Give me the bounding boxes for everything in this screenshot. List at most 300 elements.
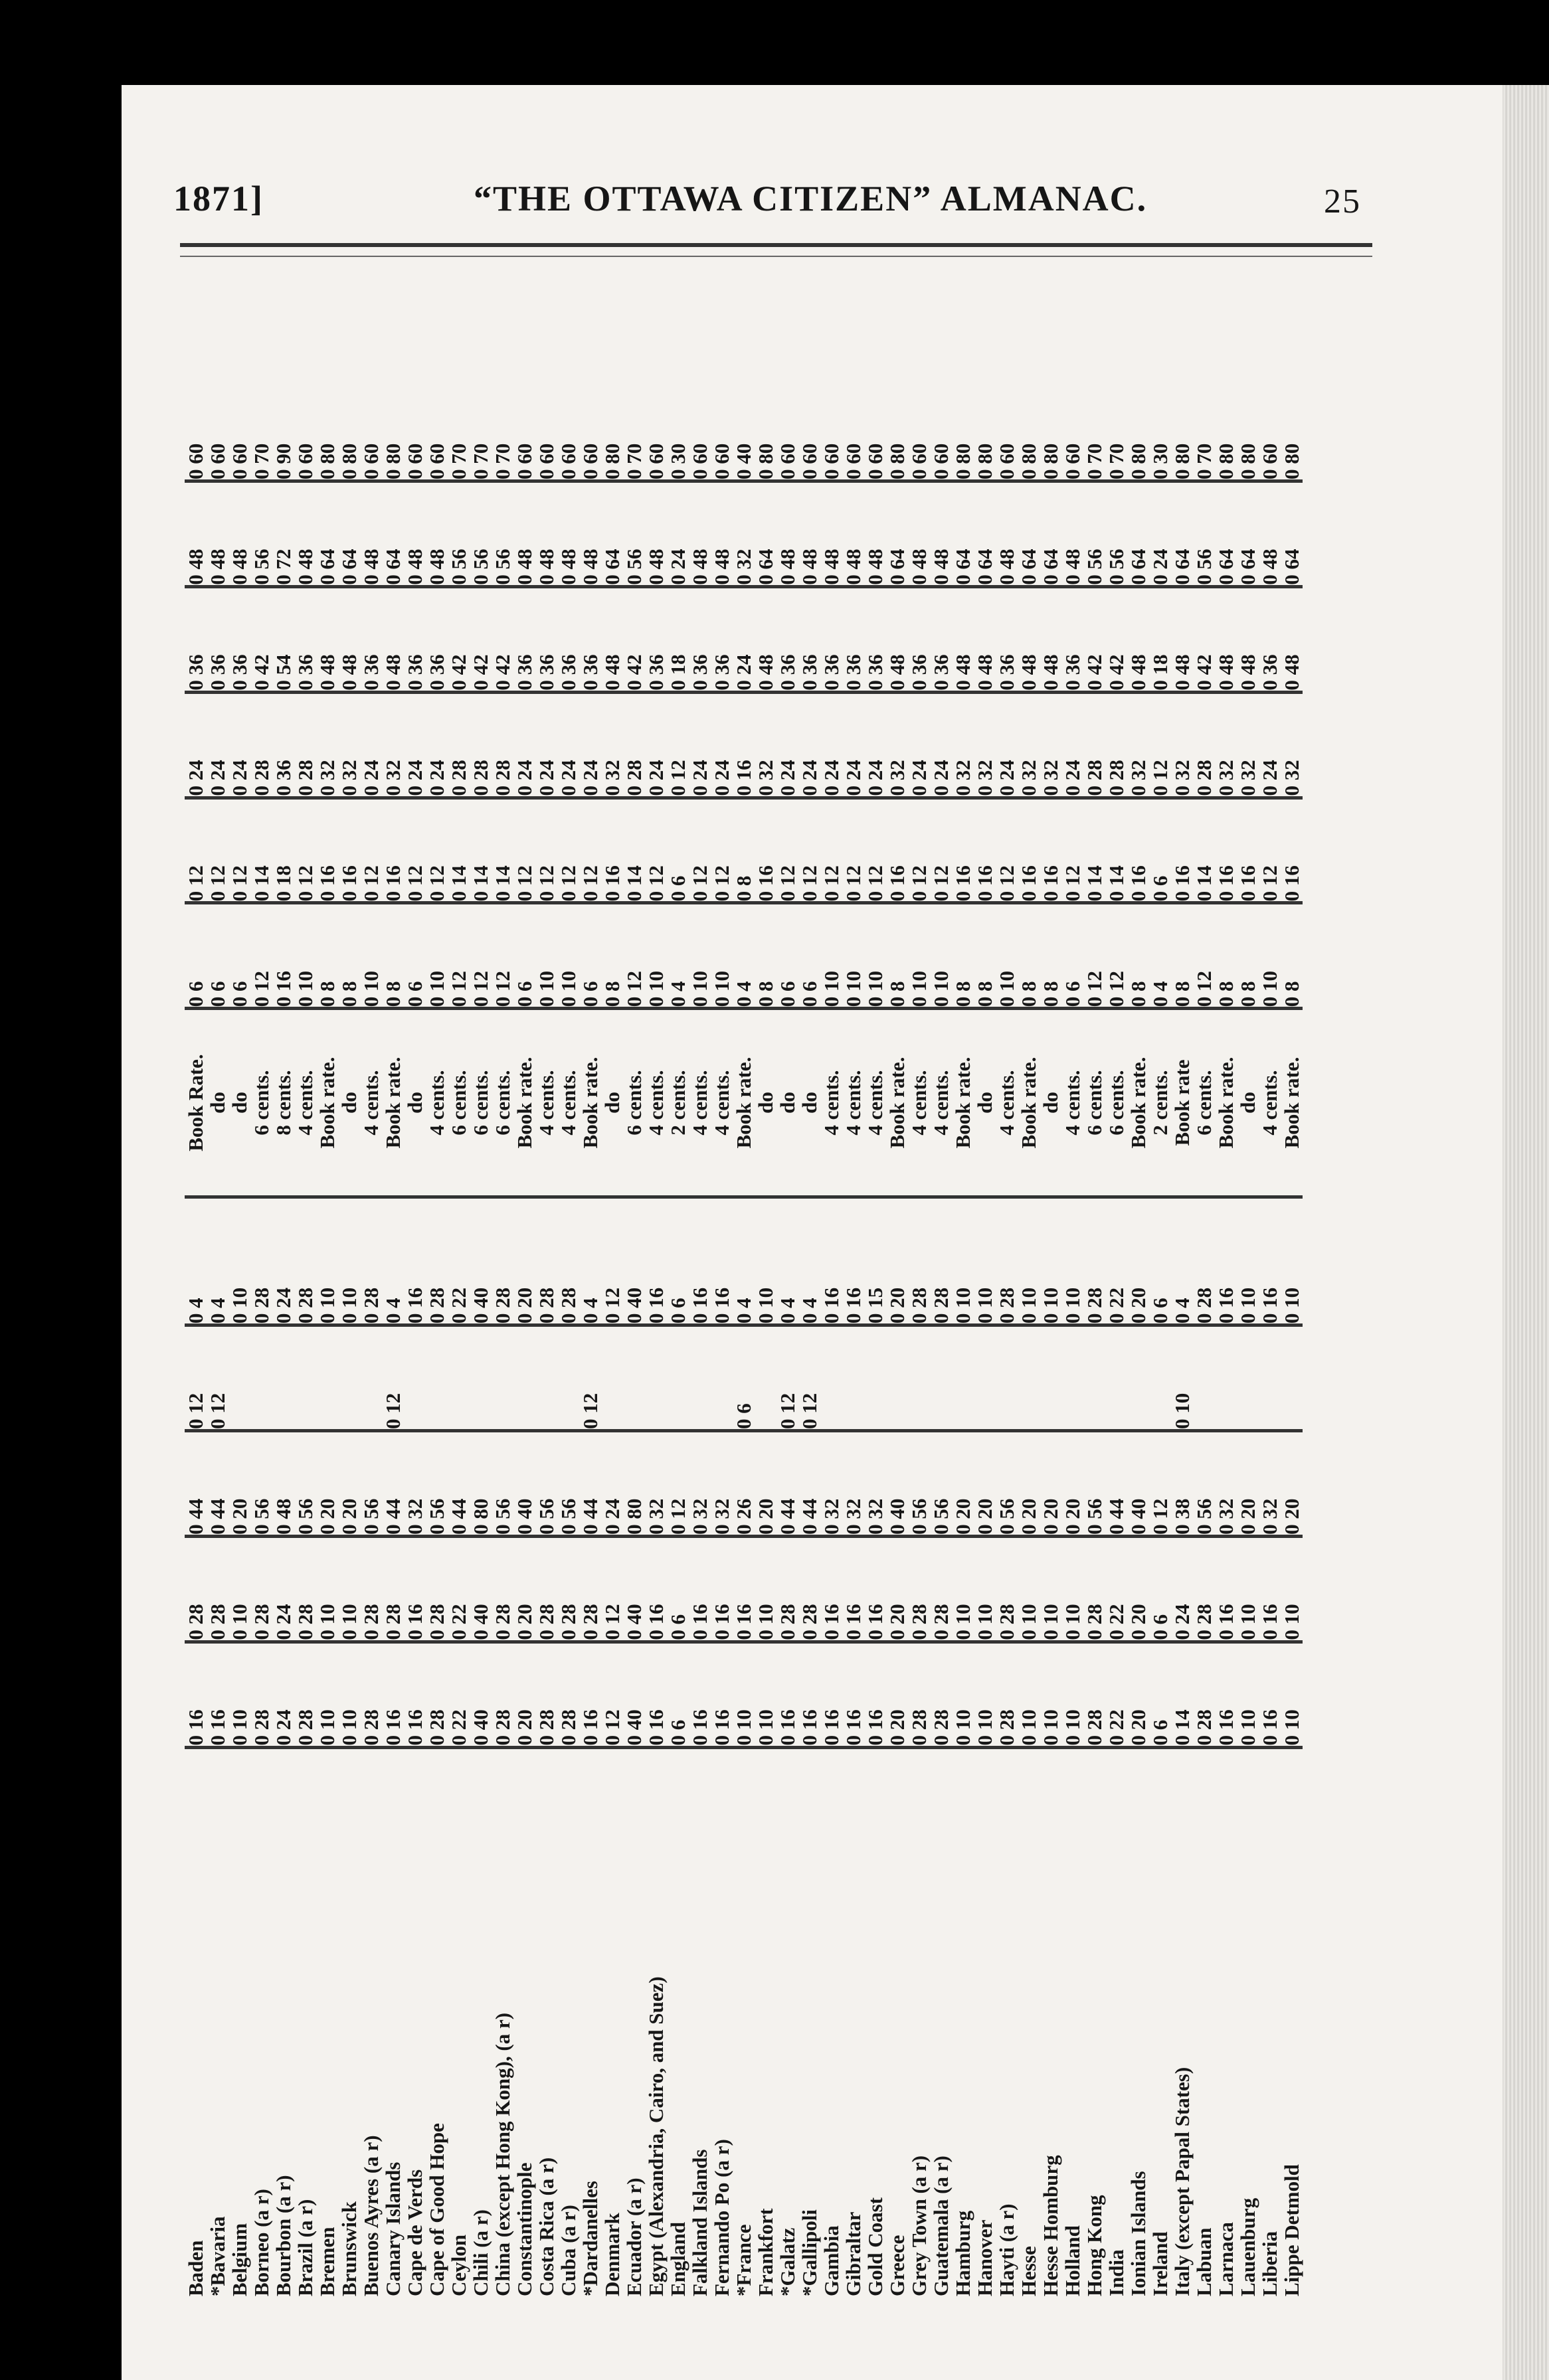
rate-cell: 0 28 bbox=[250, 692, 272, 798]
rate-cell: 0 60 bbox=[842, 377, 864, 481]
book-rate-cell: do bbox=[755, 1009, 776, 1197]
book-rate-cell: 4 cents. bbox=[842, 1009, 864, 1197]
rate-cell: 0 56 bbox=[448, 481, 470, 586]
country-name: Frankfort bbox=[754, 2208, 777, 2296]
rate-cell: 0 80 bbox=[1215, 377, 1237, 481]
rate-cell: 0 10 bbox=[820, 903, 842, 1009]
rate-cell: 0 36 bbox=[776, 586, 798, 692]
rate-cell: 0 16 bbox=[382, 798, 404, 903]
rate-cell: 0 16 bbox=[1018, 798, 1040, 903]
rate-cell: 0 6 bbox=[1149, 1197, 1171, 1325]
rate-cell: 0 28 bbox=[294, 692, 316, 798]
rate-cell: 0 36 bbox=[557, 586, 579, 692]
rate-cell: 0 60 bbox=[185, 377, 207, 481]
rate-cell: 0 80 bbox=[952, 377, 974, 481]
rate-cell: 0 28 bbox=[996, 1197, 1018, 1325]
rate-cell: 0 32 bbox=[755, 692, 776, 798]
rate-cell: 0 16 bbox=[1259, 1642, 1281, 1747]
rate-cell: 0 36 bbox=[272, 692, 294, 798]
table-row bbox=[689, 377, 711, 2296]
country-name: Brunswick bbox=[337, 2201, 361, 2296]
rate-cell: 0 10 bbox=[535, 903, 557, 1009]
rate-cell: 0 12 bbox=[1149, 1430, 1171, 1536]
table-row bbox=[513, 377, 535, 2296]
rate-cell: 0 28 bbox=[185, 1536, 207, 1642]
table-row bbox=[338, 377, 360, 2296]
rate-cell: 0 48 bbox=[908, 481, 930, 586]
rate-cell: 0 16 bbox=[272, 903, 294, 1009]
rate-cell bbox=[338, 1325, 360, 1431]
rate-cell: 0 36 bbox=[513, 586, 535, 692]
table-row bbox=[382, 377, 404, 2296]
rate-cell: 0 60 bbox=[798, 377, 820, 481]
rate-cell: 0 40 bbox=[733, 377, 755, 481]
rate-cell: 0 36 bbox=[711, 586, 733, 692]
country-name: Hanover bbox=[973, 2219, 996, 2296]
rate-cell: 0 26 bbox=[733, 1430, 755, 1536]
table-row bbox=[667, 377, 689, 2296]
rate-cell bbox=[1105, 1325, 1127, 1431]
book-rate-cell: Book Rate. bbox=[185, 1009, 207, 1197]
rate-cell: 0 56 bbox=[1083, 481, 1105, 586]
rate-cell bbox=[1061, 1325, 1083, 1431]
rate-cell: 0 16 bbox=[842, 1197, 864, 1325]
rate-cell: 0 10 bbox=[1061, 1642, 1083, 1747]
book-rate-cell: Book rate. bbox=[316, 1009, 338, 1197]
rate-cell bbox=[1083, 1325, 1105, 1431]
rate-cell: 0 28 bbox=[1193, 1197, 1215, 1325]
rate-cell: 0 22 bbox=[448, 1197, 470, 1325]
rate-cell: 0 16 bbox=[689, 1197, 711, 1325]
rate-cell: 0 40 bbox=[1127, 1430, 1149, 1536]
rate-cell: 0 16 bbox=[1259, 1536, 1281, 1642]
rate-cell: 0 70 bbox=[1193, 377, 1215, 481]
book-rate-cell: 4 cents. bbox=[930, 1009, 952, 1197]
table-row bbox=[1259, 377, 1281, 2296]
rate-cell: 0 24 bbox=[272, 1536, 294, 1642]
rate-cell: 0 36 bbox=[645, 586, 667, 692]
table-row bbox=[535, 377, 557, 2296]
rate-cell: 0 12 bbox=[996, 798, 1018, 903]
rate-cell: 0 60 bbox=[557, 377, 579, 481]
rate-cell: 0 8 bbox=[1215, 903, 1237, 1009]
rate-cell: 0 4 bbox=[733, 903, 755, 1009]
rate-cell: 0 14 bbox=[1193, 798, 1215, 903]
rate-cell: 0 64 bbox=[1127, 481, 1149, 586]
rate-cell: 0 6 bbox=[513, 903, 535, 1009]
rate-cell: 0 56 bbox=[930, 1430, 952, 1536]
rate-cell bbox=[1127, 1325, 1149, 1431]
book-rate-cell: 6 cents. bbox=[1105, 1009, 1127, 1197]
country-name: Hesse Homburg bbox=[1039, 2155, 1062, 2296]
rate-cell: 0 12 bbox=[842, 798, 864, 903]
rate-cell: 0 28 bbox=[426, 1197, 448, 1325]
rate-cell: 0 12 bbox=[492, 903, 513, 1009]
rate-cell bbox=[272, 1325, 294, 1431]
rate-cell: 0 10 bbox=[864, 903, 886, 1009]
table-row bbox=[711, 377, 733, 2296]
rate-cell: 0 6 bbox=[667, 1197, 689, 1325]
rate-cell: 0 36 bbox=[294, 586, 316, 692]
rate-cell: 0 56 bbox=[996, 1430, 1018, 1536]
rate-cell: 0 20 bbox=[952, 1430, 974, 1536]
rate-cell: 0 70 bbox=[623, 377, 645, 481]
table-row bbox=[557, 377, 579, 2296]
country-name: Costa Rica (a r) bbox=[535, 2157, 558, 2296]
country-name: *Bavaria bbox=[206, 2216, 229, 2296]
rate-cell: 0 12 bbox=[601, 1642, 623, 1747]
rate-cell: 0 12 bbox=[1149, 692, 1171, 798]
rate-cell bbox=[711, 1325, 733, 1431]
rate-cell: 0 48 bbox=[1061, 481, 1083, 586]
rate-cell: 0 28 bbox=[1083, 1536, 1105, 1642]
rate-cell: 0 36 bbox=[930, 586, 952, 692]
rate-cell: 0 40 bbox=[470, 1536, 492, 1642]
rate-cell: 0 20 bbox=[513, 1197, 535, 1325]
table-row bbox=[798, 377, 820, 2296]
rate-cell: 0 12 bbox=[1259, 798, 1281, 903]
rate-cell: 0 80 bbox=[886, 377, 908, 481]
rate-cell: 0 24 bbox=[733, 586, 755, 692]
rate-cell: 0 15 bbox=[864, 1197, 886, 1325]
rate-cell: 0 28 bbox=[360, 1536, 382, 1642]
rate-cell: 0 48 bbox=[645, 481, 667, 586]
rate-cell bbox=[689, 1325, 711, 1431]
rate-cell: 0 32 bbox=[404, 1430, 426, 1536]
country-name: Hong Kong bbox=[1083, 2195, 1106, 2296]
book-rate-cell: do bbox=[207, 1009, 228, 1197]
rate-cell: 0 24 bbox=[228, 692, 250, 798]
rate-cell: 0 42 bbox=[250, 586, 272, 692]
rate-cell: 0 10 bbox=[1040, 1536, 1061, 1642]
rate-cell: 0 42 bbox=[623, 586, 645, 692]
rate-cell: 0 10 bbox=[842, 903, 864, 1009]
rate-cell: 0 48 bbox=[864, 481, 886, 586]
table-row bbox=[908, 377, 930, 2296]
rate-cell: 0 56 bbox=[492, 1430, 513, 1536]
country-name: *Gallipoli bbox=[798, 2209, 821, 2296]
rate-cell: 0 60 bbox=[294, 377, 316, 481]
rate-cell: 0 32 bbox=[1259, 1430, 1281, 1536]
rate-cell: 0 56 bbox=[1083, 1430, 1105, 1536]
rate-cell: 0 48 bbox=[1281, 586, 1303, 692]
rate-cell: 0 10 bbox=[1061, 1536, 1083, 1642]
rate-cell: 0 12 bbox=[1061, 798, 1083, 903]
rate-cell: 0 6 bbox=[404, 903, 426, 1009]
rate-cell: 0 36 bbox=[1061, 586, 1083, 692]
rate-cell: 0 32 bbox=[1018, 692, 1040, 798]
rate-cell: 0 4 bbox=[382, 1197, 404, 1325]
rate-cell: 0 4 bbox=[1149, 903, 1171, 1009]
rate-cell: 0 18 bbox=[1149, 586, 1171, 692]
rate-cell: 0 12 bbox=[798, 798, 820, 903]
rate-cell: 0 6 bbox=[1149, 798, 1171, 903]
book-rate-cell: Book rate. bbox=[733, 1009, 755, 1197]
book-rate-cell: 4 cents. bbox=[535, 1009, 557, 1197]
country-name: Larnaca bbox=[1214, 2222, 1237, 2296]
rate-cell: 0 80 bbox=[338, 377, 360, 481]
country-name: Chili (a r) bbox=[469, 2209, 492, 2296]
rate-cell: 0 80 bbox=[755, 377, 776, 481]
rate-cell: 0 10 bbox=[908, 903, 930, 1009]
rate-cell: 0 20 bbox=[1127, 1536, 1149, 1642]
rate-cell: 0 10 bbox=[1237, 1536, 1259, 1642]
rate-cell: 0 36 bbox=[820, 586, 842, 692]
table-row bbox=[1281, 377, 1303, 2296]
rate-cell: 0 18 bbox=[272, 798, 294, 903]
rate-cell: 0 48 bbox=[930, 481, 952, 586]
rate-cell: 0 8 bbox=[952, 903, 974, 1009]
running-header bbox=[122, 85, 1523, 337]
country-name: India bbox=[1105, 2249, 1128, 2296]
rate-cell: 0 40 bbox=[513, 1430, 535, 1536]
country-name: Borneo (a r) bbox=[250, 2189, 273, 2296]
country-name: Gold Coast bbox=[864, 2197, 887, 2296]
rate-cell: 0 6 bbox=[228, 903, 250, 1009]
rate-cell: 0 28 bbox=[579, 1536, 601, 1642]
rate-cell: 0 60 bbox=[426, 377, 448, 481]
rate-cell: 0 16 bbox=[1259, 1197, 1281, 1325]
rate-cell: 0 28 bbox=[1083, 1197, 1105, 1325]
rate-cell: 0 28 bbox=[1105, 692, 1127, 798]
book-rate-cell: 4 cents. bbox=[360, 1009, 382, 1197]
book-rate-cell: 6 cents. bbox=[623, 1009, 645, 1197]
rate-cell bbox=[1018, 1325, 1040, 1431]
rate-cell bbox=[470, 1325, 492, 1431]
rate-cell: 0 32 bbox=[1215, 692, 1237, 798]
rate-cell: 0 60 bbox=[776, 377, 798, 481]
rate-cell: 0 6 bbox=[667, 1642, 689, 1747]
rate-cell: 0 28 bbox=[1083, 692, 1105, 798]
rate-cell: 0 48 bbox=[513, 481, 535, 586]
rate-cell: 0 28 bbox=[426, 1642, 448, 1747]
rate-cell: 0 10 bbox=[1281, 1642, 1303, 1747]
rate-cell: 0 70 bbox=[1105, 377, 1127, 481]
rate-cell: 0 12 bbox=[250, 903, 272, 1009]
rate-cell bbox=[1259, 1325, 1281, 1431]
rate-cell: 0 16 bbox=[601, 798, 623, 903]
rate-cell: 0 42 bbox=[1083, 586, 1105, 692]
book-rate-cell: do bbox=[1237, 1009, 1259, 1197]
rate-cell: 0 80 bbox=[316, 377, 338, 481]
rate-cell: 0 16 bbox=[733, 692, 755, 798]
book-rate-cell: 2 cents. bbox=[667, 1009, 689, 1197]
table-row bbox=[1040, 377, 1061, 2296]
rate-cell: 0 4 bbox=[185, 1197, 207, 1325]
country-name: *Galatz bbox=[776, 2227, 799, 2296]
rate-cell: 0 12 bbox=[557, 798, 579, 903]
table-row bbox=[864, 377, 886, 2296]
table-row bbox=[579, 377, 601, 2296]
rate-cell: 0 24 bbox=[601, 1430, 623, 1536]
rate-cell: 0 30 bbox=[1149, 377, 1171, 481]
rate-cell: 0 10 bbox=[952, 1642, 974, 1747]
rate-cell: 0 48 bbox=[535, 481, 557, 586]
rate-cell: 0 28 bbox=[996, 1536, 1018, 1642]
rate-cell: 0 20 bbox=[1040, 1430, 1061, 1536]
rate-cell: 0 60 bbox=[1259, 377, 1281, 481]
table-row bbox=[886, 377, 908, 2296]
rate-cell: 0 64 bbox=[1040, 481, 1061, 586]
rate-cell: 0 12 bbox=[623, 903, 645, 1009]
rate-cell: 0 42 bbox=[1105, 586, 1127, 692]
rate-cell: 0 24 bbox=[185, 692, 207, 798]
rate-cell: 0 42 bbox=[1193, 586, 1215, 692]
rate-cell: 0 64 bbox=[1237, 481, 1259, 586]
rate-cell: 0 40 bbox=[886, 1430, 908, 1536]
rate-cell: 0 10 bbox=[1018, 1642, 1040, 1747]
rate-cell: 0 28 bbox=[535, 1197, 557, 1325]
rate-cell: 0 28 bbox=[930, 1536, 952, 1642]
rate-cell: 0 12 bbox=[601, 1536, 623, 1642]
rate-cell bbox=[1149, 1325, 1171, 1431]
margin-mark: 4 bbox=[100, 1309, 113, 1339]
rate-cell: 0 24 bbox=[689, 692, 711, 798]
rate-cell: 0 36 bbox=[908, 586, 930, 692]
rate-cell: 0 16 bbox=[798, 1642, 820, 1747]
rate-cell: 0 12 bbox=[228, 798, 250, 903]
rate-cell bbox=[426, 1325, 448, 1431]
rate-cell: 0 24 bbox=[1061, 692, 1083, 798]
rate-cell bbox=[996, 1325, 1018, 1431]
rate-cell: 0 10 bbox=[952, 1197, 974, 1325]
table-row bbox=[228, 377, 250, 2296]
rate-cell: 0 8 bbox=[1040, 903, 1061, 1009]
rate-cell: 0 24 bbox=[776, 692, 798, 798]
book-rate-cell: do bbox=[1040, 1009, 1061, 1197]
rate-cell bbox=[294, 1325, 316, 1431]
rate-cell: 0 28 bbox=[776, 1536, 798, 1642]
rate-cell: 0 48 bbox=[316, 586, 338, 692]
rate-cell: 0 80 bbox=[1281, 377, 1303, 481]
rate-cell: 0 56 bbox=[492, 481, 513, 586]
rate-cell bbox=[557, 1325, 579, 1431]
rate-cell: 0 8 bbox=[382, 903, 404, 1009]
rate-cell: 0 12 bbox=[513, 798, 535, 903]
rate-cell: 0 48 bbox=[1171, 586, 1193, 692]
header-rule-thick bbox=[180, 243, 1372, 247]
rate-cell: 0 64 bbox=[1215, 481, 1237, 586]
rate-cell: 0 20 bbox=[886, 1642, 908, 1747]
book-rate-cell: Book rate. bbox=[952, 1009, 974, 1197]
book-rate-cell: 6 cents. bbox=[448, 1009, 470, 1197]
rate-cell: 0 12 bbox=[1083, 903, 1105, 1009]
rate-cell: 0 4 bbox=[776, 1197, 798, 1325]
table-row bbox=[623, 377, 645, 2296]
rate-cell: 0 32 bbox=[338, 692, 360, 798]
rate-cell: 0 56 bbox=[1105, 481, 1127, 586]
rate-cell: 0 32 bbox=[1237, 692, 1259, 798]
country-name: Fernando Po (a r) bbox=[710, 2139, 733, 2296]
rate-cell: 0 48 bbox=[185, 481, 207, 586]
rate-cell: 0 36 bbox=[842, 586, 864, 692]
rate-cell: 0 32 bbox=[1215, 1430, 1237, 1536]
rate-cell: 0 20 bbox=[1127, 1197, 1149, 1325]
rate-cell bbox=[492, 1325, 513, 1431]
book-rate-cell: 4 cents. bbox=[426, 1009, 448, 1197]
rate-cell: 0 40 bbox=[623, 1197, 645, 1325]
rate-cell bbox=[316, 1325, 338, 1431]
rate-cell: 0 42 bbox=[448, 586, 470, 692]
country-name: Ireland bbox=[1148, 2231, 1172, 2296]
page bbox=[122, 85, 1523, 2380]
rate-cell: 0 14 bbox=[1083, 798, 1105, 903]
rate-cell: 0 44 bbox=[798, 1430, 820, 1536]
rate-cell: 0 10 bbox=[557, 903, 579, 1009]
rate-cell: 0 12 bbox=[711, 798, 733, 903]
rate-cell: 0 48 bbox=[886, 586, 908, 692]
rate-cell bbox=[908, 1325, 930, 1431]
rate-cell: 0 8 bbox=[974, 903, 996, 1009]
table-body bbox=[185, 377, 1303, 2296]
rate-cell: 0 20 bbox=[886, 1197, 908, 1325]
rate-cell: 0 12 bbox=[579, 798, 601, 903]
rate-cell: 0 16 bbox=[689, 1642, 711, 1747]
rate-cell: 0 48 bbox=[404, 481, 426, 586]
rate-cell: 0 40 bbox=[470, 1642, 492, 1747]
rate-cell bbox=[360, 1325, 382, 1431]
rate-cell: 0 30 bbox=[667, 377, 689, 481]
rate-cell: 0 36 bbox=[798, 586, 820, 692]
rate-cell: 0 36 bbox=[689, 586, 711, 692]
rate-cell: 0 16 bbox=[755, 798, 776, 903]
rate-cell: 0 24 bbox=[798, 692, 820, 798]
rate-cell: 0 14 bbox=[470, 798, 492, 903]
rate-cell: 0 56 bbox=[426, 1430, 448, 1536]
rate-cell: 0 32 bbox=[689, 1430, 711, 1536]
rate-cell: 0 16 bbox=[842, 1642, 864, 1747]
rate-cell: 0 28 bbox=[557, 1197, 579, 1325]
country-name: Denmark bbox=[600, 2213, 624, 2296]
rate-cell: 0 28 bbox=[470, 692, 492, 798]
rate-cell: 0 16 bbox=[1281, 798, 1303, 903]
rate-cell: 0 6 bbox=[579, 903, 601, 1009]
country-name: Constantinople bbox=[513, 2162, 536, 2296]
rate-cell: 0 48 bbox=[1237, 586, 1259, 692]
rate-cell: 0 80 bbox=[382, 377, 404, 481]
rate-cell: 0 48 bbox=[426, 481, 448, 586]
rate-cell: 0 8 bbox=[338, 903, 360, 1009]
rate-cell: 0 64 bbox=[886, 481, 908, 586]
country-name: Brazil (a r) bbox=[294, 2199, 317, 2296]
rate-cell: 0 8 bbox=[886, 903, 908, 1009]
rate-cell: 0 80 bbox=[623, 1430, 645, 1536]
rate-cell: 0 12 bbox=[404, 798, 426, 903]
rate-cell: 0 40 bbox=[470, 1197, 492, 1325]
rate-cell: 0 56 bbox=[360, 1430, 382, 1536]
rate-cell: 0 60 bbox=[207, 377, 228, 481]
rate-cell: 0 20 bbox=[755, 1430, 776, 1536]
rate-cell: 0 32 bbox=[864, 1430, 886, 1536]
rate-cell: 0 48 bbox=[798, 481, 820, 586]
book-rate-cell: 4 cents. bbox=[1061, 1009, 1083, 1197]
country-name: Liberia bbox=[1258, 2231, 1281, 2296]
rate-cell: 0 48 bbox=[952, 586, 974, 692]
rate-cell: 0 56 bbox=[250, 1430, 272, 1536]
rate-cell: 0 20 bbox=[513, 1536, 535, 1642]
rate-cell: 0 60 bbox=[404, 377, 426, 481]
rate-cell: 0 32 bbox=[820, 1430, 842, 1536]
rate-cell: 0 28 bbox=[908, 1642, 930, 1747]
rate-cell: 0 10 bbox=[930, 903, 952, 1009]
rate-cell: 0 48 bbox=[1018, 586, 1040, 692]
book-rate-cell: 4 cents. bbox=[294, 1009, 316, 1197]
table-row bbox=[974, 377, 996, 2296]
rate-cell: 0 24 bbox=[272, 1197, 294, 1325]
rate-cell: 0 64 bbox=[1018, 481, 1040, 586]
book-rate-cell: 4 cents. bbox=[908, 1009, 930, 1197]
rate-cell: 0 16 bbox=[338, 798, 360, 903]
